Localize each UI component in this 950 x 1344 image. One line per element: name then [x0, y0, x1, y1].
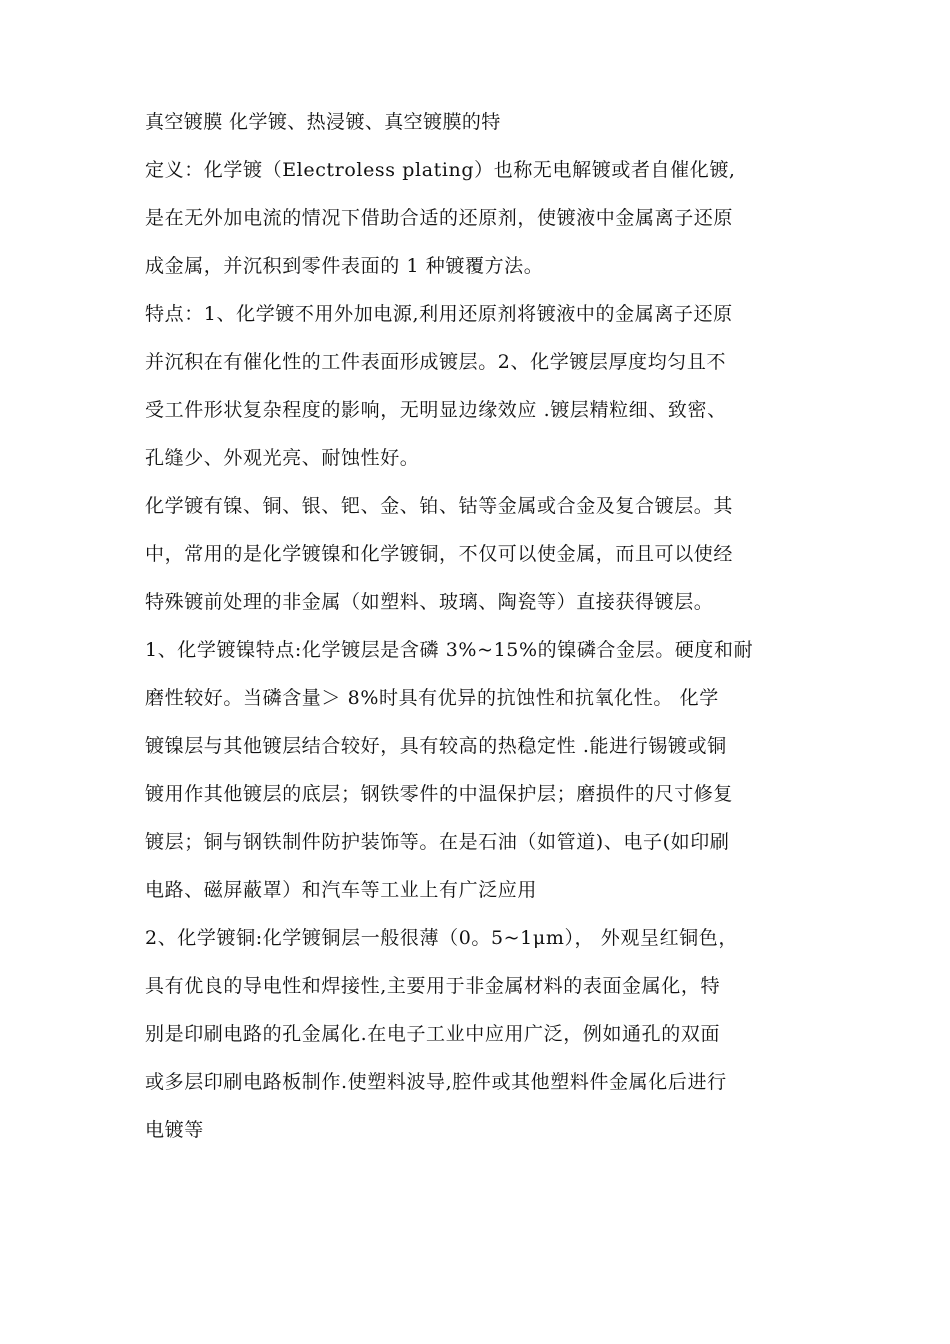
definition-line: 成金属，并沉积到零件表面的 1 种镀覆方法。 — [145, 255, 544, 277]
nickel-line: 镀用作其他镀层的底层；钢铁零件的中温保护层；磨损件的尺寸修复 — [145, 783, 734, 805]
nickel-paragraph — [145, 626, 825, 914]
nickel-line: 1、化学镀镍特点:化学镀层是含磷 3%~15%的镍磷合金层。硬度和耐 — [145, 639, 754, 661]
copper-line: 具有优良的导电性和焊接性,主要用于非金属材料的表面金属化，特 — [145, 975, 721, 997]
document-body — [145, 98, 825, 1154]
copper-line: 2、化学镀铜:化学镀铜层一般很薄（0。5~1μm）， 外观呈红铜色， — [145, 927, 738, 949]
nickel-line: 电路、磁屏蔽罩）和汽车等工业上有广泛应用 — [145, 879, 538, 901]
nickel-line: 磨性较好。当磷含量＞ 8%时具有优异的抗蚀性和抗氧化性。 化学 — [145, 687, 719, 709]
types-line: 特殊镀前处理的非金属（如塑料、玻璃、陶瓷等）直接获得镀层。 — [145, 591, 714, 613]
types-line: 化学镀有镍、铜、银、钯、金、铂、钴等金属或合金及复合镀层。其 — [145, 495, 734, 517]
features-paragraph — [145, 290, 825, 482]
copper-line: 或多层印刷电路板制作.使塑料波导,腔件或其他塑料件金属化后进行 — [145, 1071, 727, 1093]
copper-paragraph — [145, 914, 825, 1154]
definition-line: 定义：化学镀（Electroless plating）也称无电解镀或者自催化镀, — [145, 159, 736, 181]
definition-line: 是在无外加电流的情况下借助合适的还原剂，使镀液中金属离子还原 — [145, 207, 734, 229]
features-line: 受工件形状复杂程度的影响，无明显边缘效应 .镀层精粒细、致密、 — [145, 399, 727, 421]
features-line: 并沉积在有催化性的工件表面形成镀层。2、化学镀层厚度均匀且不 — [145, 351, 727, 373]
types-line: 中，常用的是化学镀镍和化学镀铜，不仅可以使金属，而且可以使经 — [145, 543, 734, 565]
features-line: 孔缝少、外观光亮、耐蚀性好。 — [145, 447, 420, 469]
copper-line: 别是印刷电路的孔金属化.在电子工业中应用广泛，例如通孔的双面 — [145, 1023, 721, 1045]
document-title: 真空镀膜 化学镀、热浸镀、真空镀膜的特 — [145, 111, 501, 133]
definition-paragraph — [145, 146, 825, 290]
features-line: 特点：1、化学镀不用外加电源,利用还原剂将镀液中的金属离子还原 — [145, 303, 733, 325]
copper-line: 电镀等 — [145, 1119, 204, 1141]
nickel-line: 镀层；铜与钢铁制件防护装饰等。在是石油（如管道)、电子(如印刷 — [145, 831, 730, 853]
types-paragraph — [145, 482, 825, 626]
nickel-line: 镀镍层与其他镀层结合较好，具有较高的热稳定性 .能进行锡镀或铜 — [145, 735, 727, 757]
